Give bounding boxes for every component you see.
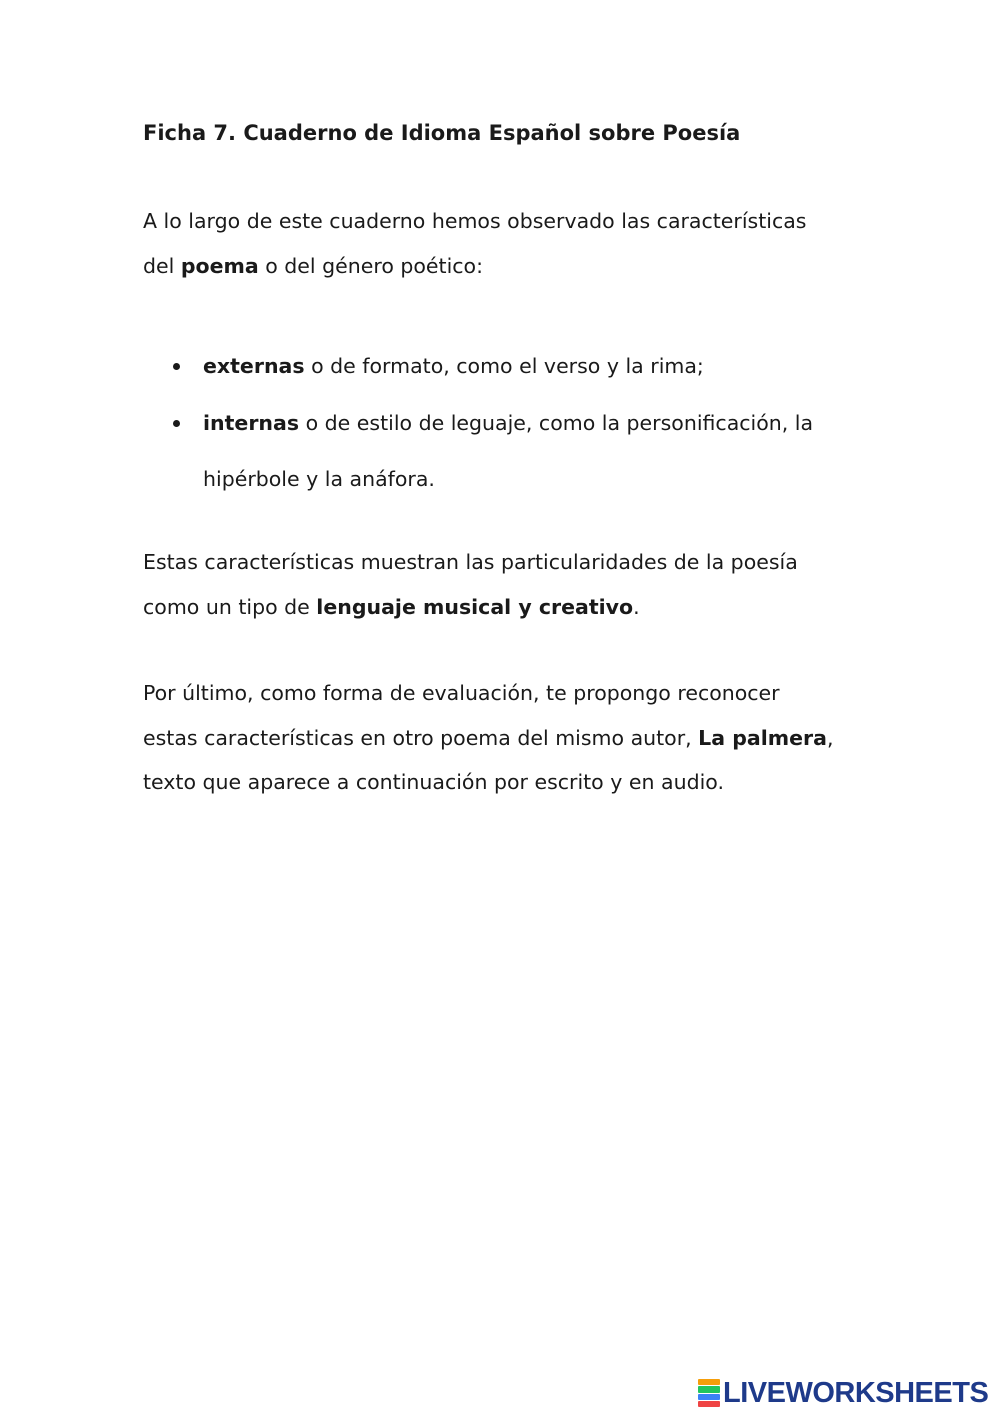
intro-line-2 [143, 244, 806, 289]
keyword-internas: internas [203, 410, 300, 435]
bullet-icon [173, 363, 180, 370]
keyword-la-palmera: La palmera [698, 725, 827, 750]
keyword-lenguaje-musical: lenguaje musical y creativo [316, 594, 634, 619]
liveworksheets-logo-icon [698, 1379, 720, 1407]
list-item-internas [173, 395, 813, 508]
evaluation-line-2-start: estas características en otro poema del mismo autor, [143, 725, 699, 750]
evaluation-paragraph [143, 671, 833, 805]
list-item-externas-text: o de formato, como el verso y la rima; [304, 354, 704, 378]
evaluation-line-2-end: , [826, 725, 834, 750]
evaluation-line-1: Por último, como forma de evaluación, te propongo reconocer [143, 681, 780, 705]
characteristics-line-1: Estas características muestran las particularidades de la poesía [143, 550, 798, 574]
logo-block-3 [698, 1394, 720, 1400]
list-item-internas-continuation: hipérbole y la anáfora. [203, 467, 435, 491]
logo-block-1 [698, 1379, 720, 1385]
logo-block-2 [698, 1386, 720, 1392]
intro-paragraph [143, 199, 806, 288]
liveworksheets-brand-text: LIVEWORKSHEETS [723, 1376, 989, 1409]
characteristics-line-2-end: . [633, 594, 640, 619]
characteristics-line-2 [143, 585, 798, 630]
list-item-internas-text: o de estilo de leguaje, como la personificación, la [299, 410, 814, 435]
page-title: Ficha 7. Cuaderno de Idioma Español sobre Poesía [143, 121, 741, 145]
intro-keyword-poema: poema [180, 253, 259, 278]
intro-line-2-end: o del género poético: [258, 253, 484, 278]
evaluation-line-3: texto que aparece a continuación por escrito y en audio. [143, 770, 724, 794]
characteristics-list [173, 338, 813, 508]
list-item-externas [173, 338, 813, 395]
logo-block-4 [698, 1401, 720, 1407]
characteristics-paragraph [143, 540, 798, 629]
characteristics-line-2-start: como un tipo de [143, 594, 317, 619]
intro-line-1: A lo largo de este cuaderno hemos observado las características [143, 209, 807, 233]
evaluation-line-2 [143, 716, 833, 761]
keyword-externas: externas [203, 354, 305, 378]
liveworksheets-watermark [698, 1377, 988, 1409]
intro-line-2-start: del [143, 253, 181, 278]
bullet-icon [173, 420, 180, 427]
